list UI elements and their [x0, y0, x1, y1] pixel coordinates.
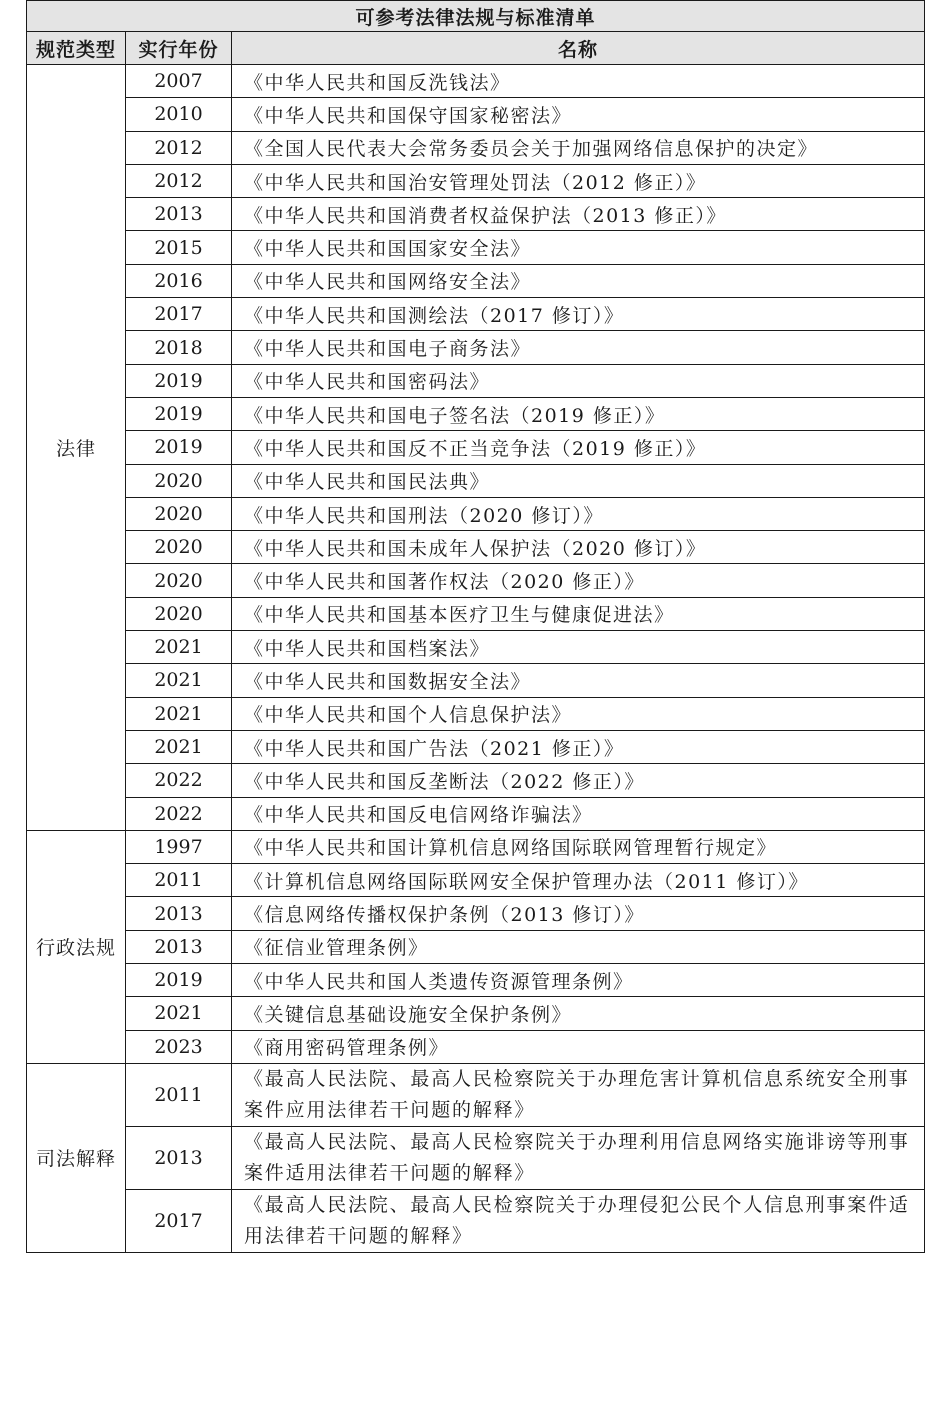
table-row — [27, 397, 925, 430]
table-row — [27, 830, 925, 863]
table-row — [27, 431, 925, 464]
name-cell: 《中华人民共和国反垄断法（2022 修正）》 — [232, 764, 925, 797]
table-row — [27, 564, 925, 597]
name-cell: 《中华人民共和国广告法（2021 修正）》 — [232, 730, 925, 763]
name-cell: 《中华人民共和国计算机信息网络国际联网管理暂行规定》 — [232, 830, 925, 863]
table-row — [27, 198, 925, 231]
name-cell: 《中华人民共和国反电信网络诈骗法》 — [232, 797, 925, 830]
year-cell: 2021 — [126, 664, 232, 697]
name-cell: 《全国人民代表大会常务委员会关于加强网络信息保护的决定》 — [232, 131, 925, 164]
table-row — [27, 730, 925, 763]
name-cell: 《计算机信息网络国际联网安全保护管理办法（2011 修订）》 — [232, 864, 925, 897]
table-row — [27, 65, 925, 98]
year-cell: 2012 — [126, 131, 232, 164]
table-row — [27, 164, 925, 197]
name-cell: 《中华人民共和国测绘法（2017 修订）》 — [232, 298, 925, 331]
year-cell: 2017 — [126, 1189, 232, 1252]
name-cell: 《最高人民法院、最高人民检察院关于办理侵犯公民个人信息刑事案件适用法律若干问题的解释》 — [232, 1189, 925, 1252]
year-cell: 2019 — [126, 397, 232, 430]
year-cell: 2021 — [126, 997, 232, 1030]
table-row — [27, 1189, 925, 1252]
table-row — [27, 631, 925, 664]
year-cell: 2019 — [126, 364, 232, 397]
table-row — [27, 897, 925, 930]
name-cell: 《中华人民共和国个人信息保护法》 — [232, 697, 925, 730]
year-cell: 1997 — [126, 830, 232, 863]
year-cell: 2017 — [126, 298, 232, 331]
year-cell: 2011 — [126, 1063, 232, 1126]
table-row — [27, 464, 925, 497]
year-cell: 2019 — [126, 431, 232, 464]
table-row — [27, 298, 925, 331]
table-title: 可参考法律法规与标准清单 — [27, 1, 925, 32]
table-row — [27, 264, 925, 297]
year-cell: 2020 — [126, 597, 232, 630]
name-cell: 《信息网络传播权保护条例（2013 修订）》 — [232, 897, 925, 930]
year-cell: 2022 — [126, 764, 232, 797]
name-cell: 《中华人民共和国数据安全法》 — [232, 664, 925, 697]
category-cell: 法律 — [27, 65, 126, 831]
table-row — [27, 1063, 925, 1126]
year-cell: 2012 — [126, 164, 232, 197]
table-row — [27, 1030, 925, 1063]
name-cell: 《中华人民共和国基本医疗卫生与健康促进法》 — [232, 597, 925, 630]
name-cell: 《中华人民共和国电子商务法》 — [232, 331, 925, 364]
year-cell: 2015 — [126, 231, 232, 264]
year-cell: 2011 — [126, 864, 232, 897]
year-cell: 2019 — [126, 964, 232, 997]
year-cell: 2013 — [126, 930, 232, 963]
year-cell: 2021 — [126, 631, 232, 664]
header-name: 名称 — [232, 32, 925, 65]
name-cell: 《最高人民法院、最高人民检察院关于办理危害计算机信息系统安全刑事案件应用法律若干问题的解释》 — [232, 1063, 925, 1126]
name-cell: 《最高人民法院、最高人民检察院关于办理利用信息网络实施诽谤等刑事案件适用法律若干问题的解释》 — [232, 1126, 925, 1189]
table-row — [27, 531, 925, 564]
year-cell: 2018 — [126, 331, 232, 364]
category-cell: 司法解释 — [27, 1063, 126, 1252]
name-cell: 《关键信息基础设施安全保护条例》 — [232, 997, 925, 1030]
year-cell: 2013 — [126, 1126, 232, 1189]
year-cell: 2016 — [126, 264, 232, 297]
name-cell: 《中华人民共和国消费者权益保护法（2013 修正）》 — [232, 198, 925, 231]
table-row — [27, 964, 925, 997]
name-cell: 《中华人民共和国治安管理处罚法（2012 修正）》 — [232, 164, 925, 197]
year-cell: 2013 — [126, 897, 232, 930]
year-cell: 2021 — [126, 697, 232, 730]
name-cell: 《中华人民共和国民法典》 — [232, 464, 925, 497]
name-cell: 《中华人民共和国刑法（2020 修订）》 — [232, 497, 925, 530]
table-row — [27, 997, 925, 1030]
name-cell: 《中华人民共和国档案法》 — [232, 631, 925, 664]
table-row — [27, 930, 925, 963]
regulations-table — [26, 0, 925, 1253]
name-cell: 《中华人民共和国著作权法（2020 修正）》 — [232, 564, 925, 597]
table-row — [27, 131, 925, 164]
name-cell: 《中华人民共和国反洗钱法》 — [232, 65, 925, 98]
name-cell: 《中华人民共和国反不正当竞争法（2019 修正）》 — [232, 431, 925, 464]
year-cell: 2020 — [126, 464, 232, 497]
name-cell: 《中华人民共和国电子签名法（2019 修正）》 — [232, 397, 925, 430]
name-cell: 《商用密码管理条例》 — [232, 1030, 925, 1063]
table-row — [27, 231, 925, 264]
year-cell: 2020 — [126, 531, 232, 564]
year-cell: 2021 — [126, 730, 232, 763]
table-row — [27, 364, 925, 397]
year-cell: 2007 — [126, 65, 232, 98]
name-cell: 《中华人民共和国密码法》 — [232, 364, 925, 397]
table-row — [27, 331, 925, 364]
year-cell: 2020 — [126, 564, 232, 597]
header-type: 规范类型 — [27, 32, 126, 65]
category-cell: 行政法规 — [27, 830, 126, 1063]
year-cell: 2020 — [126, 497, 232, 530]
name-cell: 《中华人民共和国未成年人保护法（2020 修订）》 — [232, 531, 925, 564]
table-body — [27, 65, 925, 1253]
table-row — [27, 664, 925, 697]
year-cell: 2010 — [126, 98, 232, 131]
table-row — [27, 864, 925, 897]
table-row — [27, 1126, 925, 1189]
name-cell: 《中华人民共和国网络安全法》 — [232, 264, 925, 297]
name-cell: 《中华人民共和国国家安全法》 — [232, 231, 925, 264]
year-cell: 2023 — [126, 1030, 232, 1063]
table-row — [27, 697, 925, 730]
table-row — [27, 597, 925, 630]
table-row — [27, 797, 925, 830]
name-cell: 《征信业管理条例》 — [232, 930, 925, 963]
name-cell: 《中华人民共和国人类遗传资源管理条例》 — [232, 964, 925, 997]
year-cell: 2013 — [126, 198, 232, 231]
name-cell: 《中华人民共和国保守国家秘密法》 — [232, 98, 925, 131]
year-cell: 2022 — [126, 797, 232, 830]
table-row — [27, 98, 925, 131]
header-year: 实行年份 — [126, 32, 232, 65]
table-row — [27, 764, 925, 797]
table-row — [27, 497, 925, 530]
